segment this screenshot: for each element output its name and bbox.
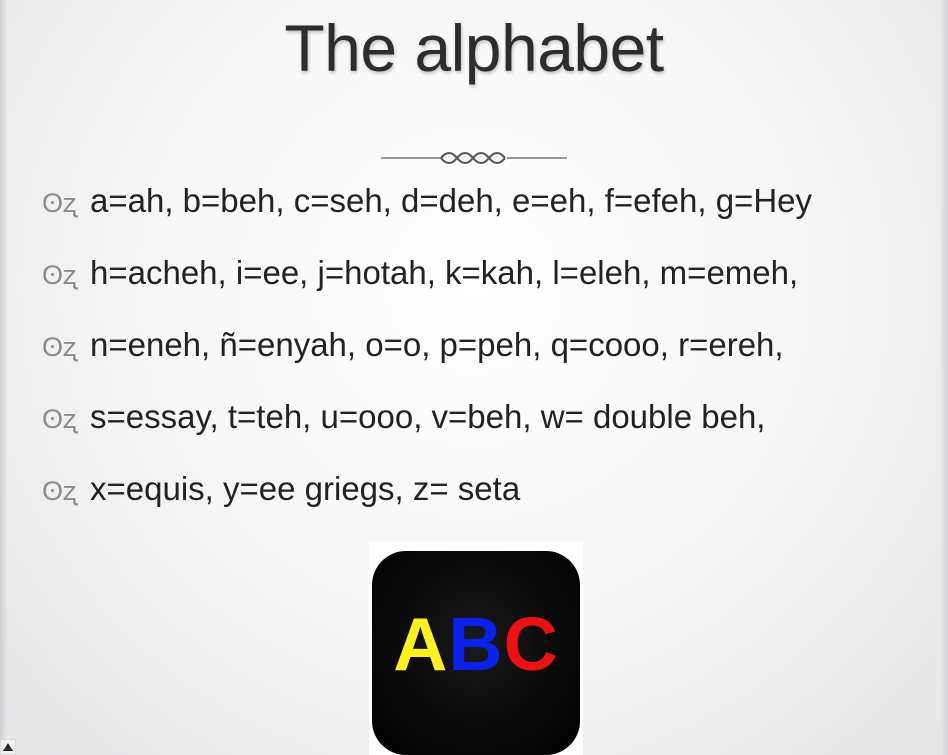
abc-letter-a: A: [393, 602, 449, 686]
list-item: [38, 326, 918, 380]
list-item: [38, 182, 918, 236]
bullet-marker-icon: ʘʐ: [42, 404, 77, 434]
list-item-text: n=eneh, ñ=enyah, o=o, p=peh, q=cooo, r=ereh,: [90, 326, 784, 363]
page-title: The alphabet: [284, 11, 664, 85]
bullet-marker-icon: ʘʐ: [42, 260, 77, 290]
bullet-marker-icon: ʘʐ: [42, 476, 77, 506]
bullet-marker-icon: ʘʐ: [42, 332, 77, 362]
list-item-text: s=essay, t=teh, u=ooo, v=beh, w= double beh,: [90, 398, 766, 435]
list-item-text: a=ah, b=beh, c=seh, d=deh, e=eh, f=efeh, g=Hey: [90, 182, 813, 219]
abc-letter-b: B: [448, 602, 504, 686]
abc-letter-c: C: [503, 602, 559, 686]
slide-left-edge: [0, 0, 7, 755]
ornamental-divider-icon: [0, 138, 948, 178]
bullet-marker-icon: ʘʐ: [42, 188, 77, 218]
abc-logo-letters: [372, 602, 580, 686]
list-item: [38, 254, 918, 308]
abc-logo-tile: [372, 551, 580, 755]
abc-logo-image: [369, 541, 583, 755]
slide-right-edge: [941, 0, 948, 755]
list-item: [38, 470, 918, 524]
list-item: [38, 398, 918, 452]
list-item-text: h=acheh, i=ee, j=hotah, k=kah, l=eleh, m=emeh,: [90, 254, 799, 291]
scroll-up-triangle-icon[interactable]: [0, 739, 16, 755]
bullet-list: [38, 182, 918, 542]
list-item-text: x=equis, y=ee griegs, z= seta: [90, 470, 521, 507]
